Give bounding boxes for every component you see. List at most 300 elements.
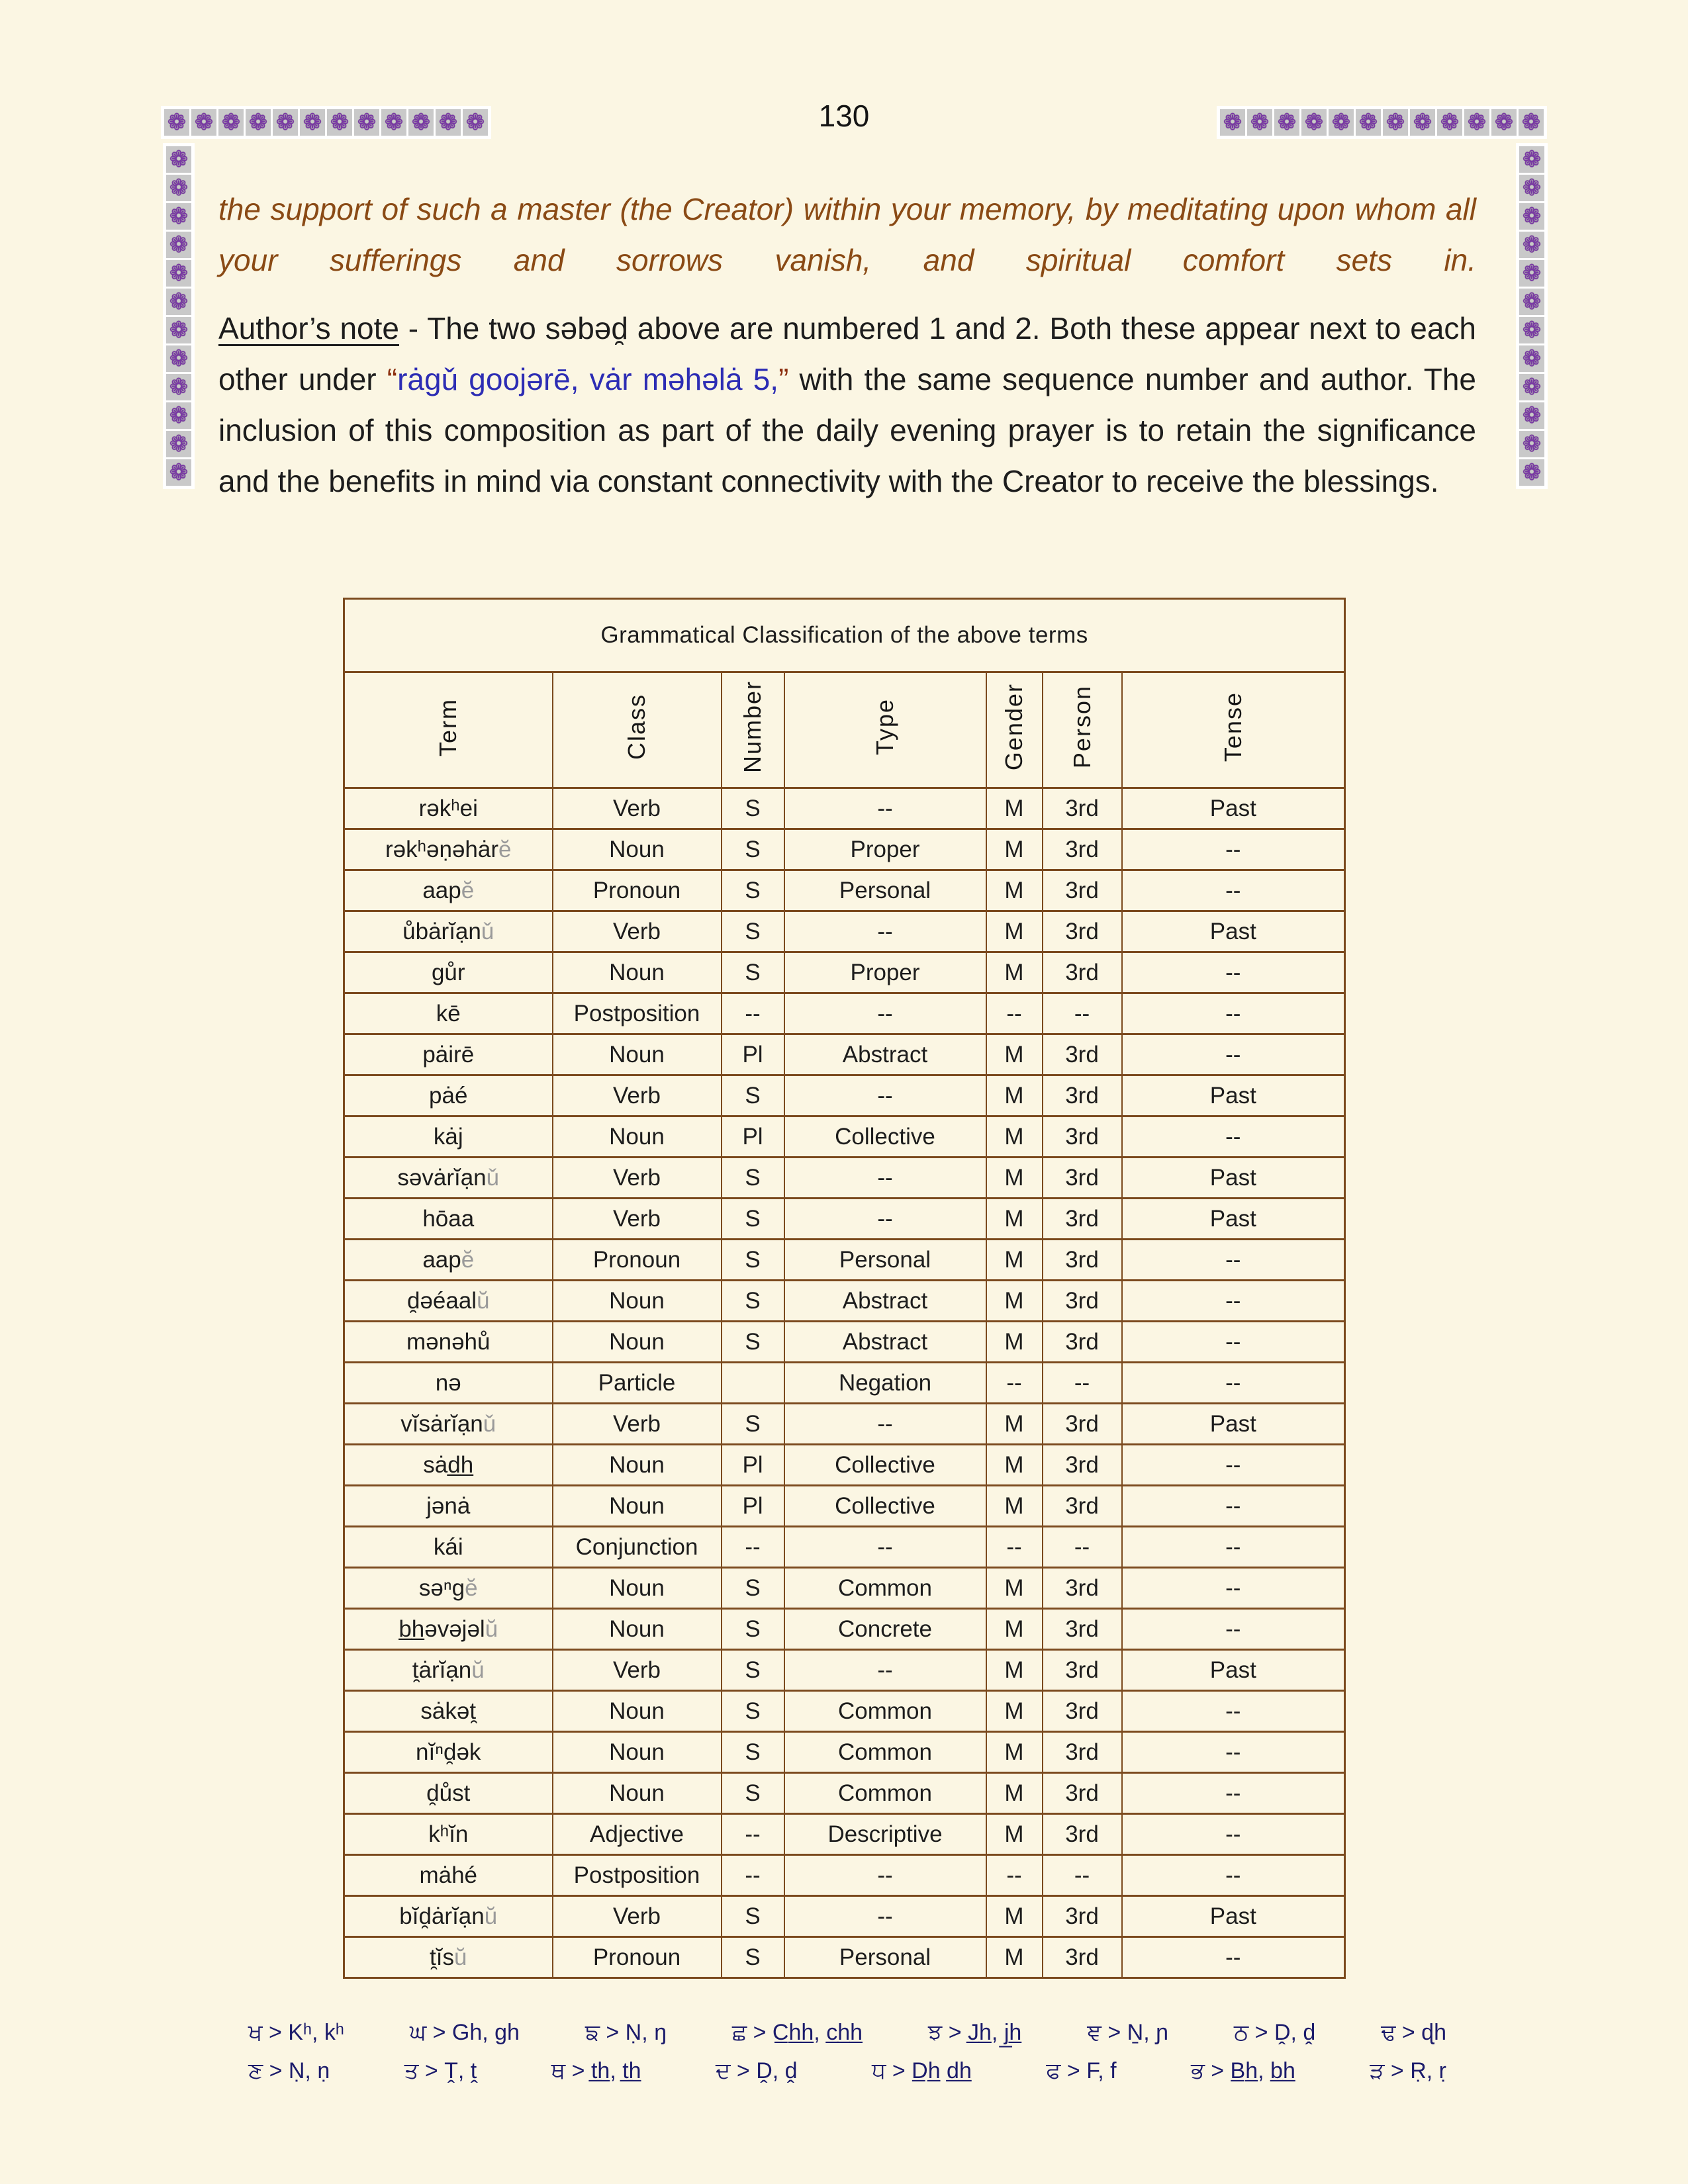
term-cell <box>344 1404 553 1445</box>
flower-border-left <box>163 143 195 489</box>
type-cell: Common <box>784 1773 986 1814</box>
term-gray-suffix: ŭ <box>471 1657 485 1683</box>
term-text: rəkʰei <box>418 795 478 821</box>
flower-icon: ❁ <box>1519 146 1544 173</box>
page-number: 130 <box>818 99 870 133</box>
table-row <box>344 1855 1345 1896</box>
term-cell <box>344 788 553 829</box>
term-text: ůbȧrĭạn <box>402 918 481 944</box>
column-header-label: Number <box>739 680 766 774</box>
type-cell: -- <box>784 788 986 829</box>
flower-icon: ❁ <box>381 109 406 136</box>
number-cell: S <box>722 1937 784 1978</box>
person-cell: 3rd <box>1043 1486 1122 1527</box>
type-cell: -- <box>784 1199 986 1240</box>
table-row <box>344 1773 1345 1814</box>
flower-icon: ❁ <box>1383 109 1408 136</box>
term-gray-suffix: ĕ <box>498 836 512 862</box>
person-cell: 3rd <box>1043 1814 1122 1855</box>
table-row <box>344 1486 1345 1527</box>
table-row <box>344 1404 1345 1445</box>
term-text: sȧd̲h̲ <box>423 1451 474 1478</box>
flower-icon: ❁ <box>1519 317 1544 343</box>
number-cell: S <box>722 870 784 911</box>
person-cell: 3rd <box>1043 1240 1122 1281</box>
table-row <box>344 1568 1345 1609</box>
translit-key-entry: ਝ > J̲h̲, j̲h̲ <box>927 2020 1022 2045</box>
translit-key-entry: ਭ > B̲h̲, b̲h̲ <box>1190 2058 1295 2083</box>
term-cell <box>344 1732 553 1773</box>
tense-cell: -- <box>1122 1773 1345 1814</box>
gender-cell: -- <box>986 1527 1043 1568</box>
table-row <box>344 1814 1345 1855</box>
class-cell: Pronoun <box>553 1240 722 1281</box>
table-row <box>344 829 1345 870</box>
person-cell: -- <box>1043 1855 1122 1896</box>
type-cell: Common <box>784 1691 986 1732</box>
term-cell <box>344 1609 553 1650</box>
class-cell: Postposition <box>553 1855 722 1896</box>
term-text: d̯əéaal <box>406 1287 477 1314</box>
class-cell: Noun <box>553 1322 722 1363</box>
term-text: t̯ȧrĭạn <box>412 1657 472 1683</box>
translit-key-entry: ਘ > Gh, gh <box>409 2020 520 2045</box>
term-text: pȧé <box>429 1082 468 1109</box>
term-cell <box>344 1322 553 1363</box>
flower-icon: ❁ <box>166 203 191 230</box>
flower-icon: ❁ <box>166 402 191 429</box>
person-cell: 3rd <box>1043 1937 1122 1978</box>
person-cell: -- <box>1043 1527 1122 1568</box>
term-gray-suffix: ĕ <box>461 1246 475 1273</box>
tense-cell: -- <box>1122 1363 1345 1404</box>
class-cell: Noun <box>553 1691 722 1732</box>
type-cell: -- <box>784 1075 986 1116</box>
flower-border-top-left <box>161 106 491 139</box>
flower-icon: ❁ <box>166 317 191 343</box>
term-text: mənəhů <box>406 1328 491 1355</box>
gender-cell: M <box>986 911 1043 952</box>
person-cell: 3rd <box>1043 788 1122 829</box>
term-cell <box>344 1691 553 1732</box>
term-cell <box>344 1773 553 1814</box>
flower-icon: ❁ <box>1410 109 1435 136</box>
term-text: gůr <box>431 959 465 985</box>
flower-icon: ❁ <box>1491 109 1517 136</box>
class-cell: Verb <box>553 1896 722 1937</box>
tense-cell: -- <box>1122 1691 1345 1732</box>
class-cell: Noun <box>553 1773 722 1814</box>
tense-cell: -- <box>1122 1322 1345 1363</box>
term-cell <box>344 1937 553 1978</box>
gender-cell: M <box>986 829 1043 870</box>
term-cell <box>344 911 553 952</box>
table-row <box>344 911 1345 952</box>
tense-cell: -- <box>1122 829 1345 870</box>
term-text: səvȧrĭạn <box>397 1164 487 1191</box>
flower-icon: ❁ <box>166 431 191 457</box>
term-cell <box>344 829 553 870</box>
gender-cell: M <box>986 1240 1043 1281</box>
gender-cell: M <box>986 1199 1043 1240</box>
type-cell: Abstract <box>784 1281 986 1322</box>
number-cell: S <box>722 1732 784 1773</box>
term-cell <box>344 993 553 1034</box>
term-cell <box>344 1116 553 1158</box>
number-cell: -- <box>722 1855 784 1896</box>
type-cell: Common <box>784 1568 986 1609</box>
class-cell: Noun <box>553 1732 722 1773</box>
number-cell: S <box>722 1650 784 1691</box>
column-header-gender <box>986 672 1043 788</box>
gender-cell: M <box>986 1404 1043 1445</box>
flower-icon: ❁ <box>166 374 191 400</box>
term-cell <box>344 1814 553 1855</box>
person-cell: 3rd <box>1043 1281 1122 1322</box>
type-cell: Personal <box>784 870 986 911</box>
gram-table-body <box>344 788 1345 1978</box>
flower-icon: ❁ <box>166 459 191 486</box>
tense-cell: Past <box>1122 1199 1345 1240</box>
type-cell: -- <box>784 911 986 952</box>
term-gray-suffix: ŭ <box>477 1287 490 1314</box>
number-cell: S <box>722 1281 784 1322</box>
table-title: Grammatical Classification of the above terms <box>344 599 1345 672</box>
gender-cell: M <box>986 1116 1043 1158</box>
term-gray-suffix: ǔ <box>486 1164 500 1191</box>
number-cell: S <box>722 1404 784 1445</box>
flower-icon: ❁ <box>166 175 191 201</box>
number-cell: Pl <box>722 1034 784 1075</box>
person-cell: 3rd <box>1043 829 1122 870</box>
term-cell <box>344 870 553 911</box>
type-cell: Collective <box>784 1116 986 1158</box>
tense-cell: -- <box>1122 1240 1345 1281</box>
flower-icon: ❁ <box>1247 109 1272 136</box>
type-cell: Abstract <box>784 1034 986 1075</box>
person-cell: 3rd <box>1043 1691 1122 1732</box>
flower-icon: ❁ <box>463 109 488 136</box>
person-cell: 3rd <box>1043 1609 1122 1650</box>
term-cell <box>344 1486 553 1527</box>
class-cell: Verb <box>553 1199 722 1240</box>
table-row <box>344 1034 1345 1075</box>
flower-icon: ❁ <box>166 260 191 287</box>
table-row <box>344 1322 1345 1363</box>
column-header-label: Type <box>871 698 898 756</box>
class-cell: Noun <box>553 1281 722 1322</box>
translit-key-row-2 <box>248 2052 1446 2090</box>
person-cell: 3rd <box>1043 1568 1122 1609</box>
number-cell: S <box>722 1691 784 1732</box>
type-cell: Personal <box>784 1937 986 1978</box>
term-gray-suffix: ŭ <box>453 1944 467 1970</box>
flower-icon: ❁ <box>246 109 271 136</box>
term-cell <box>344 1199 553 1240</box>
table-row <box>344 993 1345 1034</box>
term-cell <box>344 1855 553 1896</box>
number-cell: -- <box>722 993 784 1034</box>
type-cell: -- <box>784 1896 986 1937</box>
term-text: hōaa <box>422 1205 475 1232</box>
number-cell: S <box>722 1896 784 1937</box>
number-cell: S <box>722 1075 784 1116</box>
tense-cell: Past <box>1122 911 1345 952</box>
term-text: səⁿg <box>418 1574 465 1601</box>
flower-icon: ❁ <box>1301 109 1327 136</box>
translit-key-entry: ਥ > t̲h̲, t̲h̲ <box>551 2058 641 2083</box>
author-note-post: with the same sequence number and author. The inclusion of this composition as part of the daily evening prayer is to retain the significance and the benefits in mind via constant connectivity with the Creator to receive the blessings. <box>218 362 1476 498</box>
term-text: aap <box>422 877 461 903</box>
term-text: aap <box>422 1246 461 1273</box>
gender-cell: M <box>986 1075 1043 1116</box>
column-header-label: Tense <box>1219 692 1246 762</box>
tense-cell: -- <box>1122 1609 1345 1650</box>
tense-cell: Past <box>1122 1158 1345 1199</box>
translit-key-entry: ਙ > Ṇ, ŋ <box>585 2020 667 2045</box>
flower-icon: ❁ <box>191 109 216 136</box>
open-quote-mark: “ <box>387 362 398 396</box>
table-row <box>344 1075 1345 1116</box>
term-cell <box>344 1075 553 1116</box>
person-cell: 3rd <box>1043 1034 1122 1075</box>
person-cell: -- <box>1043 1363 1122 1404</box>
gender-cell: M <box>986 1896 1043 1937</box>
table-row <box>344 1158 1345 1199</box>
flower-icon: ❁ <box>1519 345 1544 372</box>
term-gray-suffix: ĕ <box>461 877 475 903</box>
flower-icon: ❁ <box>327 109 352 136</box>
person-cell: 3rd <box>1043 952 1122 993</box>
tense-cell: -- <box>1122 1855 1345 1896</box>
gender-cell: M <box>986 952 1043 993</box>
flower-border-top-right <box>1217 106 1547 139</box>
gender-cell: M <box>986 1650 1043 1691</box>
number-cell <box>722 1363 784 1404</box>
close-quote-mark: ” <box>778 362 789 396</box>
flower-icon: ❁ <box>1437 109 1462 136</box>
table-row <box>344 1116 1345 1158</box>
tense-cell: -- <box>1122 1814 1345 1855</box>
type-cell: Personal <box>784 1240 986 1281</box>
class-cell: Noun <box>553 829 722 870</box>
term-text: jənȧ <box>426 1492 471 1519</box>
flower-icon: ❁ <box>1519 175 1544 201</box>
gender-cell: M <box>986 1034 1043 1075</box>
table-title-row <box>344 599 1345 672</box>
term-cell <box>344 952 553 993</box>
person-cell: 3rd <box>1043 1445 1122 1486</box>
tense-cell: Past <box>1122 1404 1345 1445</box>
class-cell: Pronoun <box>553 1937 722 1978</box>
table-row <box>344 1240 1345 1281</box>
column-header-person <box>1043 672 1122 788</box>
column-header-type <box>784 672 986 788</box>
term-text: kȧj <box>433 1123 463 1150</box>
type-cell: Collective <box>784 1486 986 1527</box>
term-text: t̯ĭs <box>430 1944 454 1970</box>
person-cell: 3rd <box>1043 1116 1122 1158</box>
table-row <box>344 1691 1345 1732</box>
tense-cell: -- <box>1122 1937 1345 1978</box>
term-text: d̯ůst <box>426 1780 471 1806</box>
type-cell: Proper <box>784 952 986 993</box>
person-cell: 3rd <box>1043 1773 1122 1814</box>
term-text: rəkʰəṇəhȧr <box>385 836 499 862</box>
class-cell: Conjunction <box>553 1527 722 1568</box>
translit-key-entry: ਧ > D̲h̲ d̲h̲ <box>871 2058 972 2083</box>
person-cell: 3rd <box>1043 1732 1122 1773</box>
person-cell: 3rd <box>1043 1650 1122 1691</box>
number-cell: S <box>722 1240 784 1281</box>
number-cell: S <box>722 1568 784 1609</box>
class-cell: Particle <box>553 1363 722 1404</box>
number-cell: S <box>722 829 784 870</box>
table-row <box>344 1732 1345 1773</box>
number-cell: S <box>722 1158 784 1199</box>
class-cell: Verb <box>553 788 722 829</box>
column-header-label: Class <box>623 694 650 760</box>
flower-border-right <box>1516 143 1548 489</box>
translit-key-entry: ਤ > Ṱ, ṱ <box>404 2058 477 2083</box>
class-cell: Noun <box>553 1568 722 1609</box>
term-cell <box>344 1896 553 1937</box>
tense-cell: -- <box>1122 1445 1345 1486</box>
class-cell: Verb <box>553 1075 722 1116</box>
type-cell: Common <box>784 1732 986 1773</box>
flower-icon: ❁ <box>1519 260 1544 287</box>
tense-cell: -- <box>1122 1116 1345 1158</box>
person-cell: 3rd <box>1043 1322 1122 1363</box>
flower-icon: ❁ <box>218 109 244 136</box>
class-cell: Noun <box>553 1445 722 1486</box>
translit-key-entry: ਠ > Ḓ, ḓ <box>1233 2020 1316 2045</box>
class-cell: Noun <box>553 1116 722 1158</box>
flower-icon: ❁ <box>166 146 191 173</box>
type-cell: Proper <box>784 829 986 870</box>
translit-key-entry: ਞ > Ṉ, ɲ <box>1087 2020 1169 2045</box>
type-cell: -- <box>784 1404 986 1445</box>
flower-icon: ❁ <box>1329 109 1354 136</box>
flower-icon: ❁ <box>354 109 379 136</box>
term-gray-suffix: ǔ <box>481 918 494 944</box>
author-note-pre: - The two səbəd̯ above are numbered 1 and 2. Both these appear next to each other under <box>218 311 1476 396</box>
term-text: vĭsȧrĭạn <box>400 1410 483 1437</box>
term-text: kʰĭn <box>428 1821 469 1847</box>
tense-cell: Past <box>1122 1075 1345 1116</box>
person-cell: 3rd <box>1043 1896 1122 1937</box>
gender-cell: M <box>986 788 1043 829</box>
class-cell: Verb <box>553 911 722 952</box>
flower-icon: ❁ <box>1519 459 1544 486</box>
tense-cell: -- <box>1122 993 1345 1034</box>
gurbani-reference-phrase: rȧgǔ goojərē, vȧr məhəlȧ 5, <box>397 362 779 396</box>
intro-section <box>218 184 1476 507</box>
class-cell: Noun <box>553 1609 722 1650</box>
translit-key-entry: ੜ > Ṛ, ṛ <box>1370 2058 1446 2083</box>
term-text: mȧhé <box>419 1862 478 1888</box>
table-row <box>344 1281 1345 1322</box>
column-header-term <box>344 672 553 788</box>
class-cell: Pronoun <box>553 870 722 911</box>
class-cell: Verb <box>553 1650 722 1691</box>
table-row <box>344 1199 1345 1240</box>
term-text: pȧirē <box>422 1041 475 1068</box>
person-cell: 3rd <box>1043 1158 1122 1199</box>
class-cell: Verb <box>553 1158 722 1199</box>
translit-key-entry: ਢ > ɖh <box>1381 2020 1446 2045</box>
tense-cell: -- <box>1122 1527 1345 1568</box>
grammar-classification-table <box>343 598 1346 1979</box>
gender-cell: M <box>986 1486 1043 1527</box>
table-row <box>344 1937 1345 1978</box>
table-row <box>344 788 1345 829</box>
translit-key-entry: ਣ > Ṇ, ṇ <box>248 2058 330 2083</box>
gender-cell: -- <box>986 1855 1043 1896</box>
number-cell: S <box>722 788 784 829</box>
tense-cell: -- <box>1122 1568 1345 1609</box>
class-cell: Adjective <box>553 1814 722 1855</box>
number-cell: -- <box>722 1527 784 1568</box>
type-cell: Descriptive <box>784 1814 986 1855</box>
person-cell: 3rd <box>1043 870 1122 911</box>
gender-cell: M <box>986 1937 1043 1978</box>
author-note <box>218 303 1476 507</box>
term-cell <box>344 1240 553 1281</box>
term-cell <box>344 1445 553 1486</box>
gender-cell: -- <box>986 993 1043 1034</box>
type-cell: Negation <box>784 1363 986 1404</box>
tense-cell: -- <box>1122 870 1345 911</box>
flower-icon: ❁ <box>1519 232 1544 258</box>
table-row <box>344 1363 1345 1404</box>
gender-cell: M <box>986 1609 1043 1650</box>
gender-cell: M <box>986 1445 1043 1486</box>
person-cell: 3rd <box>1043 1199 1122 1240</box>
tense-cell: Past <box>1122 1896 1345 1937</box>
flower-icon: ❁ <box>1519 203 1544 230</box>
class-cell: Noun <box>553 1486 722 1527</box>
flower-icon: ❁ <box>166 232 191 258</box>
tense-cell: -- <box>1122 1034 1345 1075</box>
term-cell <box>344 1568 553 1609</box>
number-cell: Pl <box>722 1445 784 1486</box>
flower-icon: ❁ <box>436 109 461 136</box>
column-header-label: Gender <box>1000 683 1027 771</box>
table-row <box>344 1609 1345 1650</box>
tense-cell: -- <box>1122 952 1345 993</box>
person-cell: 3rd <box>1043 1404 1122 1445</box>
person-cell: 3rd <box>1043 1075 1122 1116</box>
term-text: kē <box>436 1000 461 1026</box>
term-text: kái <box>433 1533 463 1560</box>
type-cell: -- <box>784 1158 986 1199</box>
table-row <box>344 1896 1345 1937</box>
number-cell: S <box>722 1199 784 1240</box>
flower-icon: ❁ <box>1519 109 1544 136</box>
translit-key-row-1 <box>248 2013 1446 2052</box>
term-text: bĭd̯ȧrĭạn <box>399 1903 485 1929</box>
translation-text: the support of such a master (the Creator) within your memory, by meditating upon whom all your sufferings and sorrows vanish, and spiritual comfort sets in. <box>218 192 1476 277</box>
number-cell: S <box>722 1773 784 1814</box>
flower-icon: ❁ <box>1519 289 1544 315</box>
term-cell <box>344 1363 553 1404</box>
type-cell: -- <box>784 1650 986 1691</box>
gender-cell: M <box>986 1691 1043 1732</box>
gender-cell: -- <box>986 1363 1043 1404</box>
table-row <box>344 952 1345 993</box>
term-cell <box>344 1281 553 1322</box>
